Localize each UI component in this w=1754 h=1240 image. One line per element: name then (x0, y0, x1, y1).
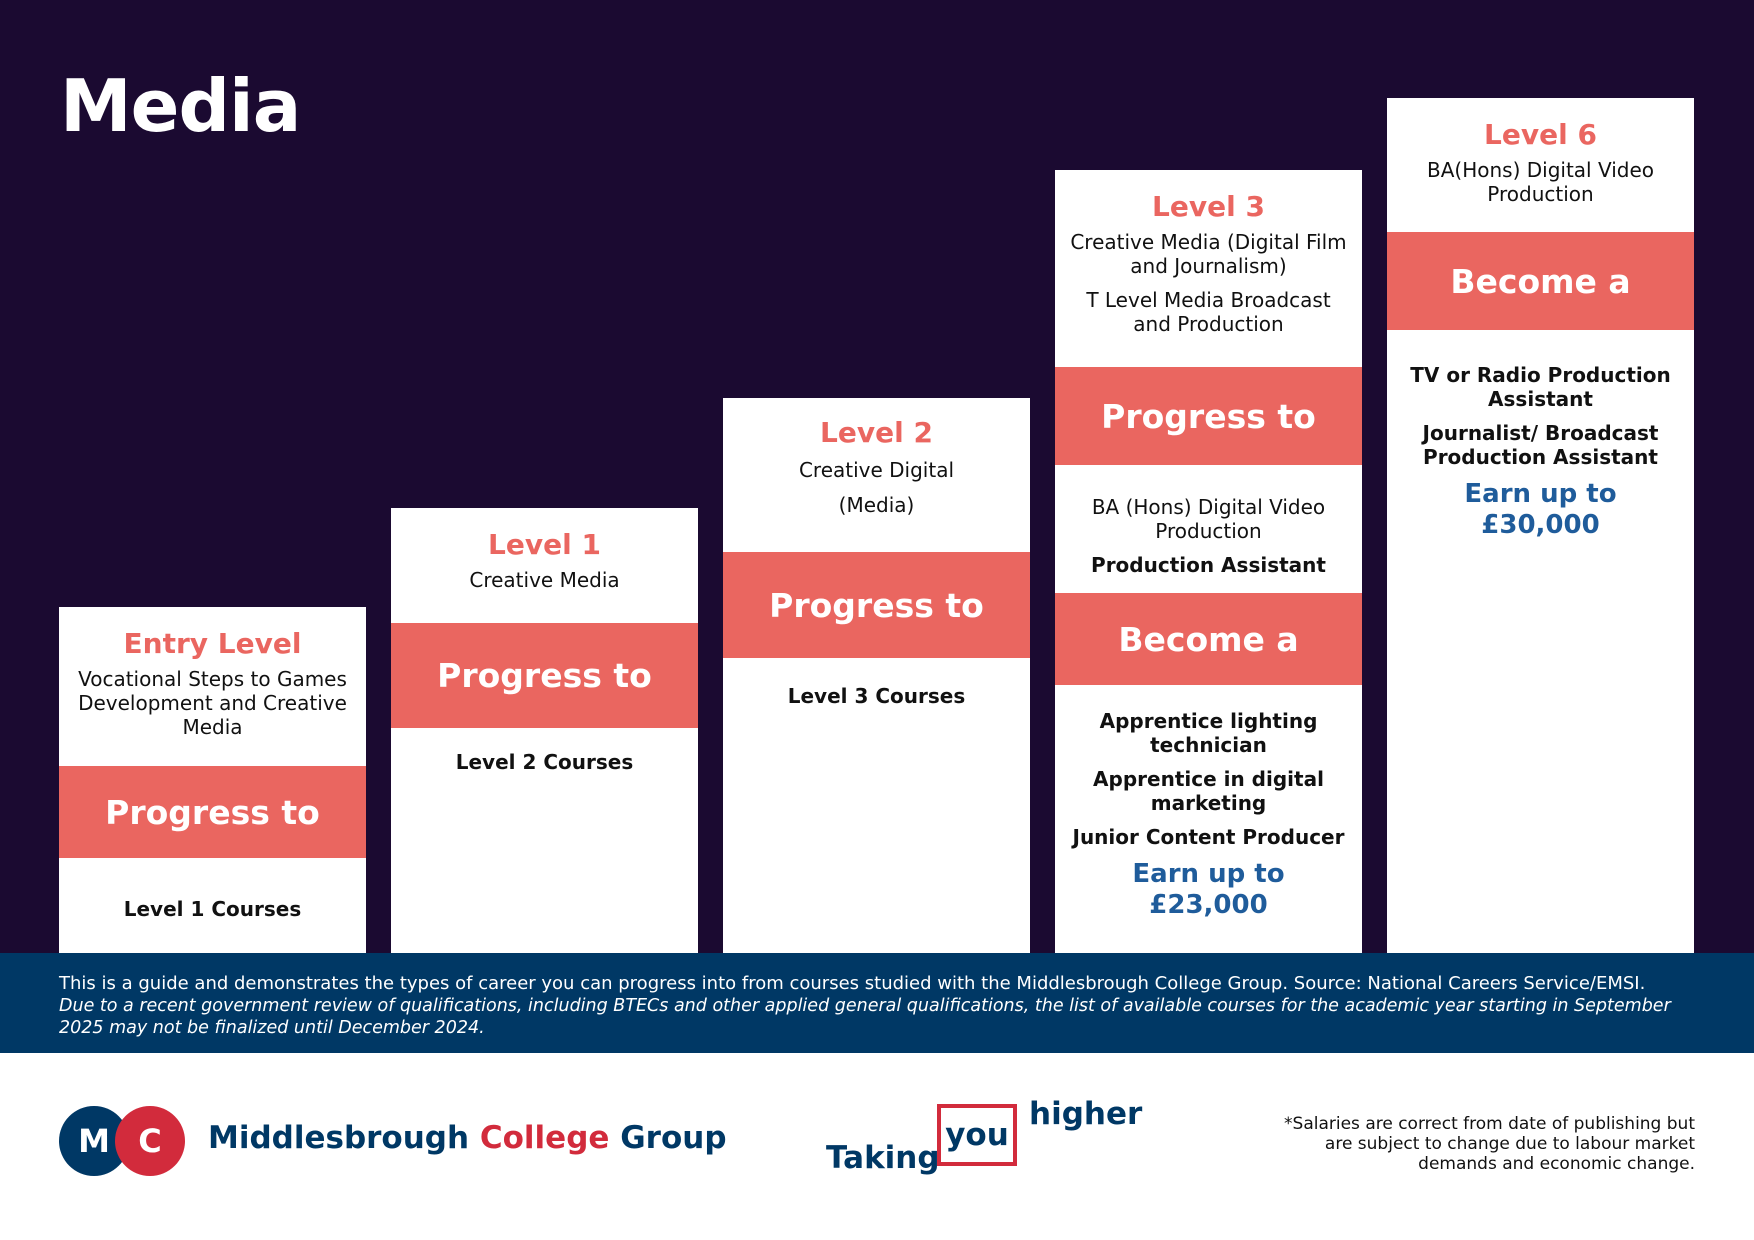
column-entry-level (59, 607, 366, 953)
progress-band: Progress to (391, 623, 698, 728)
info-note: Due to a recent government review of qualifications, including BTECs and other applied general qualifications, the list of available courses for the academic year starting in September 2025 may not be finalized until December 2024. (59, 996, 1671, 1038)
course-name: Creative Digital (798, 458, 955, 482)
earn-label: Earn up to (1132, 859, 1285, 889)
course-name: T Level Media Broadcast and Production (1086, 288, 1331, 336)
level-heading: Level 3 (1152, 190, 1265, 223)
progress-band: Progress to (1055, 367, 1362, 465)
level-heading: Level 1 (488, 528, 601, 561)
logo-circle-m: M (59, 1106, 129, 1176)
career-item: Apprentice in digital marketing (1093, 767, 1324, 815)
level-heading: Entry Level (123, 627, 302, 660)
course-name: Creative Media (Digital Film and Journalism) (1070, 230, 1347, 278)
brand-part-2: College (479, 1120, 610, 1156)
tagline-higher: higher (1029, 1096, 1143, 1132)
level-heading: Level 6 (1484, 118, 1597, 151)
level-heading: Level 2 (820, 416, 933, 449)
course-name: Vocational Steps to Games Development and Creative Media (78, 667, 347, 739)
course-name: Creative Media (469, 568, 620, 592)
brand-part-1: Middlesbrough (208, 1120, 470, 1156)
earn-label: Earn up to (1464, 479, 1617, 509)
page-title: Media (60, 64, 301, 148)
column-level-3 (1055, 170, 1362, 953)
become-band: Become a (1387, 232, 1694, 330)
logo-circle-c: C (115, 1106, 185, 1176)
earn-value: £30,000 (1481, 510, 1600, 540)
progress-item: Level 3 Courses (787, 684, 966, 708)
progress-item: Production Assistant (1091, 553, 1326, 577)
tagline-taking: Taking (826, 1140, 940, 1176)
salary-note: *Salaries are correct from date of publishing but are subject to change due to labour market demands and economic change. (1284, 1114, 1695, 1174)
progress-item: BA (Hons) Digital Video Production (1091, 495, 1326, 543)
column-level-1 (391, 508, 698, 953)
college-logo (59, 1106, 185, 1176)
progress-band: Progress to (723, 552, 1030, 658)
become-band: Become a (1055, 593, 1362, 685)
info-text: This is a guide and demonstrates the types of career you can progress into from courses studied with the Middlesbrough College Group. Source: National Careers Service/EMSI. (59, 973, 1646, 994)
career-item: Junior Content Producer (1072, 825, 1345, 849)
career-item: Journalist/ Broadcast Production Assistant (1422, 421, 1659, 469)
earn-value: £23,000 (1149, 890, 1268, 920)
course-name: BA(Hons) Digital Video Production (1427, 158, 1654, 206)
brand-part-3: Group (620, 1120, 727, 1156)
course-name: (Media) (838, 493, 915, 517)
tagline-you: you (937, 1104, 1017, 1166)
progress-band: Progress to (59, 766, 366, 858)
brand-name (208, 1120, 727, 1156)
progress-item: Level 2 Courses (455, 750, 634, 774)
career-item: Apprentice lighting technician (1099, 709, 1318, 757)
progress-item: Level 1 Courses (123, 897, 302, 921)
column-level-2 (723, 398, 1030, 953)
info-bar (0, 953, 1754, 1053)
column-level-6 (1387, 98, 1694, 953)
career-item: TV or Radio Production Assistant (1410, 363, 1671, 411)
